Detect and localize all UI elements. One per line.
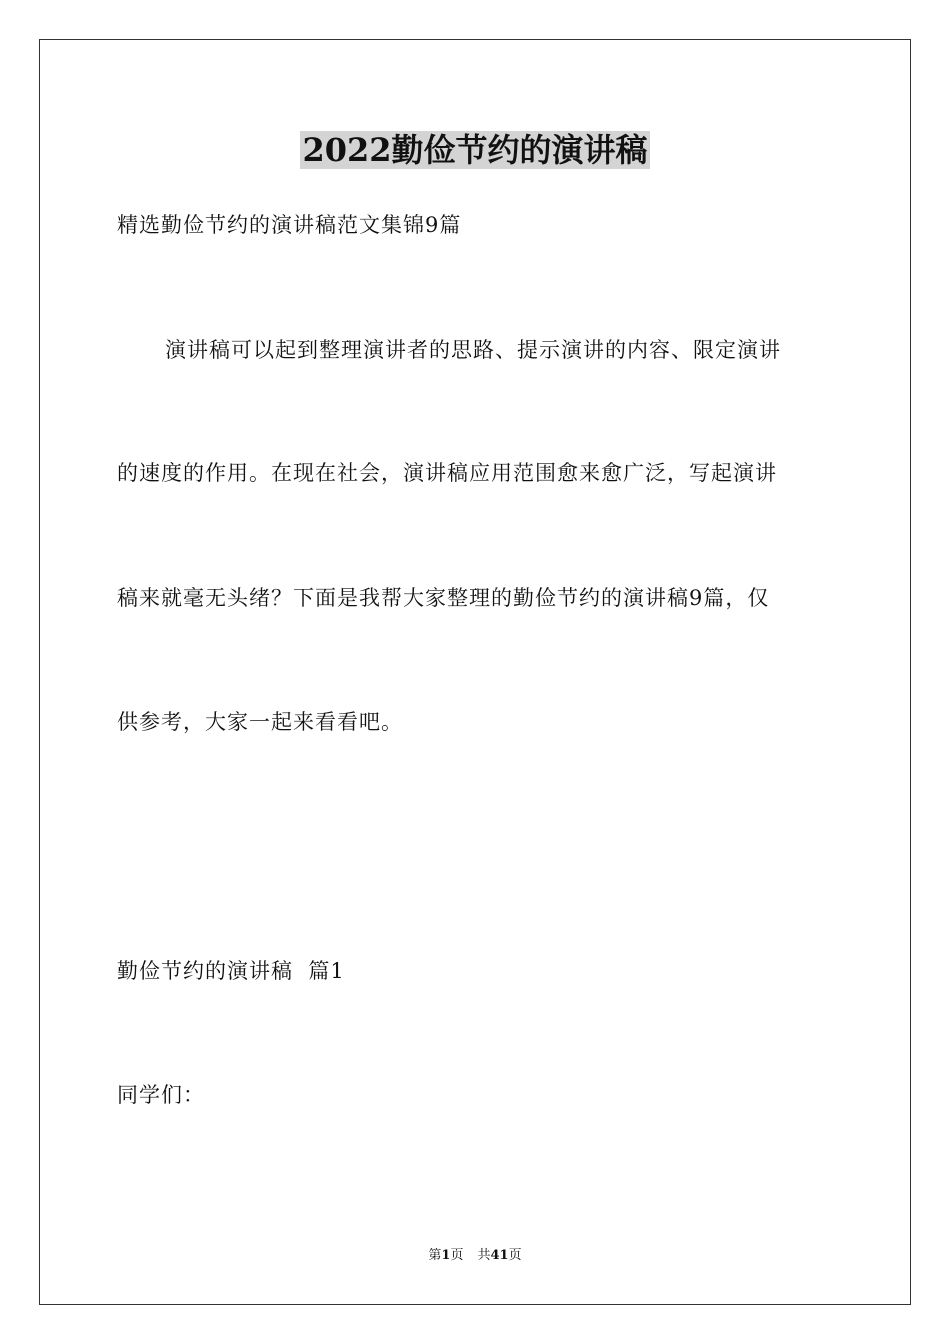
footer-total-pages: 41 [490, 1248, 509, 1263]
section-heading: 勤俭节约的演讲稿 篇1 [117, 959, 345, 983]
footer-page-number: 1 [441, 1248, 451, 1263]
document-title-text: 2022勤俭节约的演讲稿 [302, 131, 648, 169]
salutation: 同学们： [117, 1083, 205, 1107]
page-footer [0, 1247, 950, 1265]
footer-total-prefix: 共 [477, 1248, 491, 1263]
intro-line-2: 的速度的作用。在现在社会，演讲稿应用范围愈来愈广泛，写起演讲 [117, 461, 777, 485]
footer-page-prefix: 第 [428, 1248, 442, 1263]
intro-line-4: 供参考，大家一起来看看吧。 [117, 710, 403, 734]
document-subtitle: 精选勤俭节约的演讲稿范文集锦9篇 [117, 213, 462, 237]
footer-total-suffix: 页 [508, 1248, 522, 1263]
intro-line-1: 演讲稿可以起到整理演讲者的思路、提示演讲的内容、限定演讲 [165, 338, 781, 362]
document-title [0, 128, 950, 172]
footer-page-suffix: 页 [450, 1248, 464, 1263]
intro-line-3: 稿来就毫无头绪？下面是我帮大家整理的勤俭节约的演讲稿9篇，仅 [117, 586, 770, 610]
